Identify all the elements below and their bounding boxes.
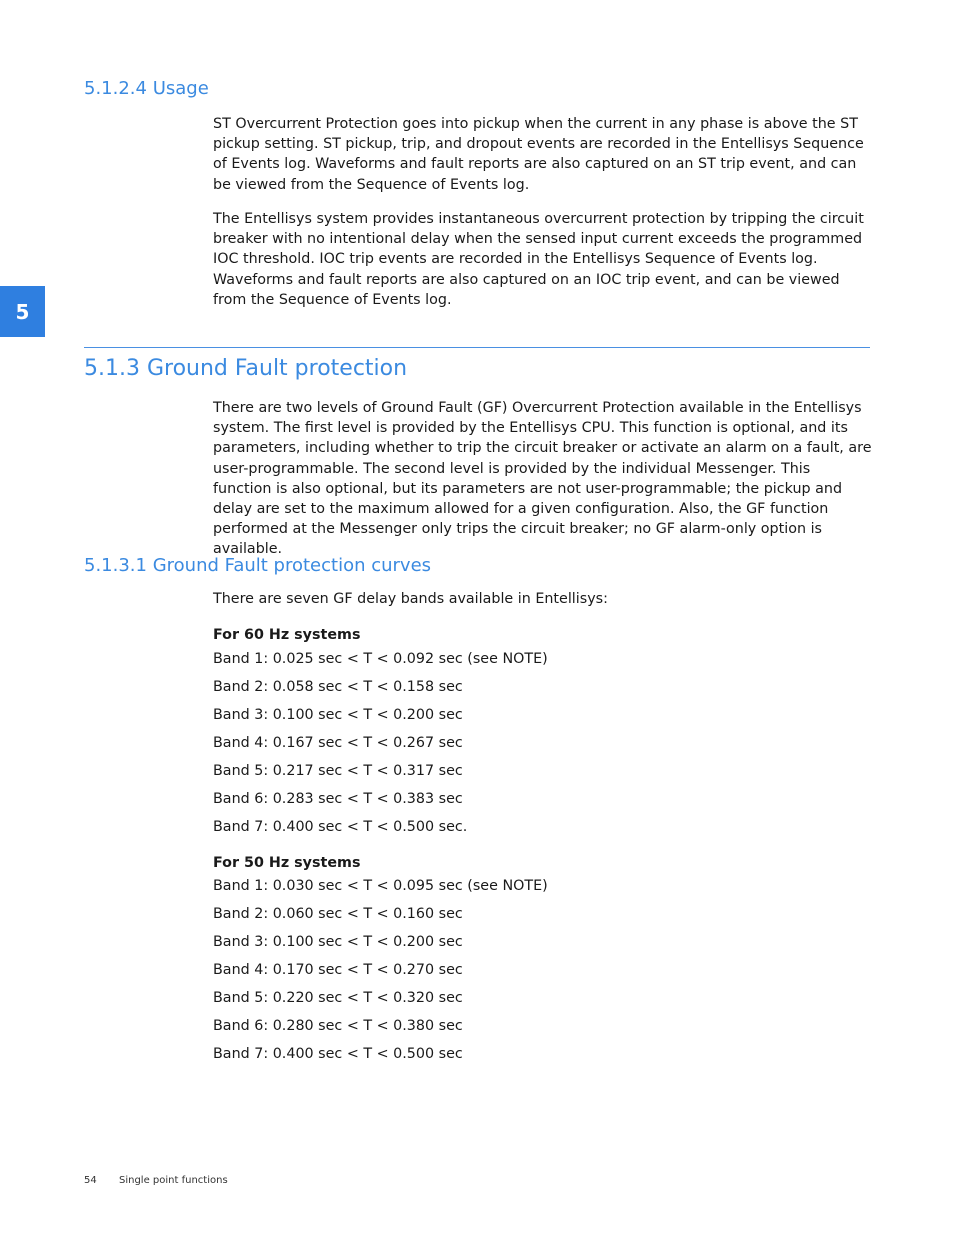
- chapter-tab: 5: [0, 286, 45, 337]
- ground-fault-heading: 5.1.3 Ground Fault protection: [84, 356, 408, 381]
- section-divider: [84, 347, 870, 348]
- list-item: Band 2: 0.060 sec < T < 0.160 sec: [213, 906, 463, 922]
- list-item: Band 4: 0.167 sec < T < 0.267 sec: [213, 735, 463, 751]
- page-footer: [84, 1175, 228, 1186]
- ground-fault-paragraph: There are two levels of Ground Fault (GF) Overcurrent Protection available in the Entellisys system. The first level is provided by the Entellisys CPU. This function is optional, and its parameters, including whether to trip the circuit breaker or activate an alarm on a fault, are user-programmable. The second level is provided by the individual Messenger. This function is also optional, but its parameters are not user-programmable; the pickup and delay are set to the maximum allowed for a given configuration. Also, the GF function performed at the Messenger only trips the circuit breaker; no GF alarm-only option is available.: [213, 400, 872, 558]
- curves-heading: 5.1.3.1 Ground Fault protection curves: [84, 555, 432, 576]
- footer-section-title: Single point functions: [119, 1175, 228, 1186]
- hz50-band-list: [213, 876, 548, 1072]
- hz60-title: For 60 Hz systems: [213, 627, 361, 643]
- list-item: Band 1: 0.025 sec < T < 0.092 sec (see NOTE): [213, 651, 548, 667]
- list-item: Band 4: 0.170 sec < T < 0.270 sec: [213, 962, 463, 978]
- list-item: Band 7: 0.400 sec < T < 0.500 sec: [213, 1046, 463, 1062]
- list-item: Band 5: 0.220 sec < T < 0.320 sec: [213, 990, 463, 1006]
- usage-paragraph-2: The Entellisys system provides instantaneous overcurrent protection by tripping the circuit breaker with no intentional delay when the sensed input current exceeds the programmed IOC threshold. IOC trip events are recorded in the Entellisys Sequence of Events log. Waveforms and fault reports are also captured on an IOC trip event, and can be viewed from the Sequence of Events log.: [213, 211, 864, 308]
- usage-paragraph-1: ST Overcurrent Protection goes into pickup when the current in any phase is above the ST pickup setting. ST pickup, trip, and dropout events are recorded in the Entellisys Sequence of Events log. Waveforms and fault reports are also captured on an ST trip event, and can be viewed from the Sequence of Events log.: [213, 116, 864, 193]
- usage-heading: 5.1.2.4 Usage: [84, 78, 209, 99]
- list-item: Band 3: 0.100 sec < T < 0.200 sec: [213, 934, 463, 950]
- list-item: Band 7: 0.400 sec < T < 0.500 sec.: [213, 819, 468, 835]
- page-number: 54: [84, 1175, 97, 1186]
- curves-intro: There are seven GF delay bands available in Entellisys:: [213, 591, 608, 607]
- list-item: Band 6: 0.283 sec < T < 0.383 sec: [213, 791, 463, 807]
- list-item: Band 2: 0.058 sec < T < 0.158 sec: [213, 679, 463, 695]
- list-item: Band 6: 0.280 sec < T < 0.380 sec: [213, 1018, 463, 1034]
- list-item: Band 1: 0.030 sec < T < 0.095 sec (see NOTE): [213, 878, 548, 894]
- hz50-title: For 50 Hz systems: [213, 855, 361, 871]
- hz60-band-list: [213, 649, 548, 845]
- list-item: Band 5: 0.217 sec < T < 0.317 sec: [213, 763, 463, 779]
- list-item: Band 3: 0.100 sec < T < 0.200 sec: [213, 707, 463, 723]
